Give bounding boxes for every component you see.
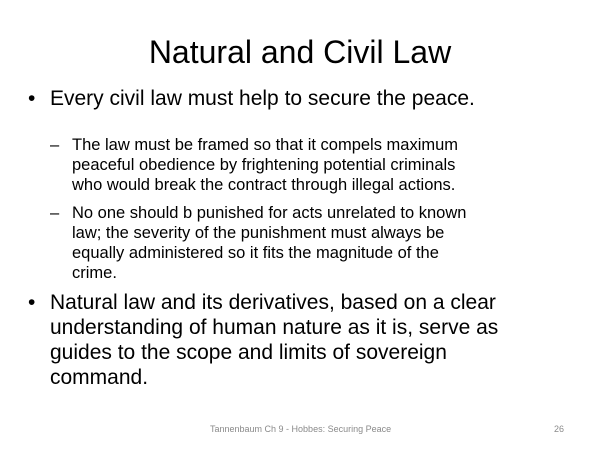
page-number: 26 bbox=[554, 424, 565, 434]
sub-bullet-line: No one should b punished for acts unrelated to known bbox=[72, 204, 467, 222]
bullet-line: understanding of human nature as it is, serve as bbox=[50, 316, 499, 339]
slide-title: Natural and Civil Law bbox=[148, 34, 452, 70]
sub-bullet-line: who would break the contract through illegal actions. bbox=[72, 176, 456, 194]
bullet-line: command. bbox=[50, 366, 149, 389]
bullet-line: Natural law and its derivatives, based on a clear bbox=[50, 291, 496, 314]
sub-bullet-line: crime. bbox=[72, 264, 117, 282]
sub-bullet-framing bbox=[50, 135, 458, 195]
bullet-marker: • bbox=[28, 87, 36, 110]
dash-marker: – bbox=[50, 204, 60, 222]
dash-marker: – bbox=[50, 136, 60, 154]
sub-bullet-line: The law must be framed so that it compels maximum bbox=[72, 136, 459, 154]
bullet-line: guides to the scope and limits of sovereign bbox=[50, 341, 447, 364]
bullet-civil-law bbox=[28, 86, 475, 111]
sub-bullet-punishment bbox=[50, 203, 466, 283]
bullet-marker: • bbox=[28, 291, 36, 314]
sub-bullet-line: peaceful obedience by frightening potential criminals bbox=[72, 156, 456, 174]
bullet-natural-law bbox=[28, 290, 498, 390]
sub-bullet-line: law; the severity of the punishment must always be bbox=[72, 224, 445, 242]
footer-text: Tannenbaum Ch 9 - Hobbes: Securing Peace bbox=[210, 424, 392, 434]
sub-bullet-line: equally administered so it fits the magnitude of the bbox=[72, 244, 439, 262]
bullet-line: Every civil law must help to secure the peace. bbox=[50, 87, 475, 110]
